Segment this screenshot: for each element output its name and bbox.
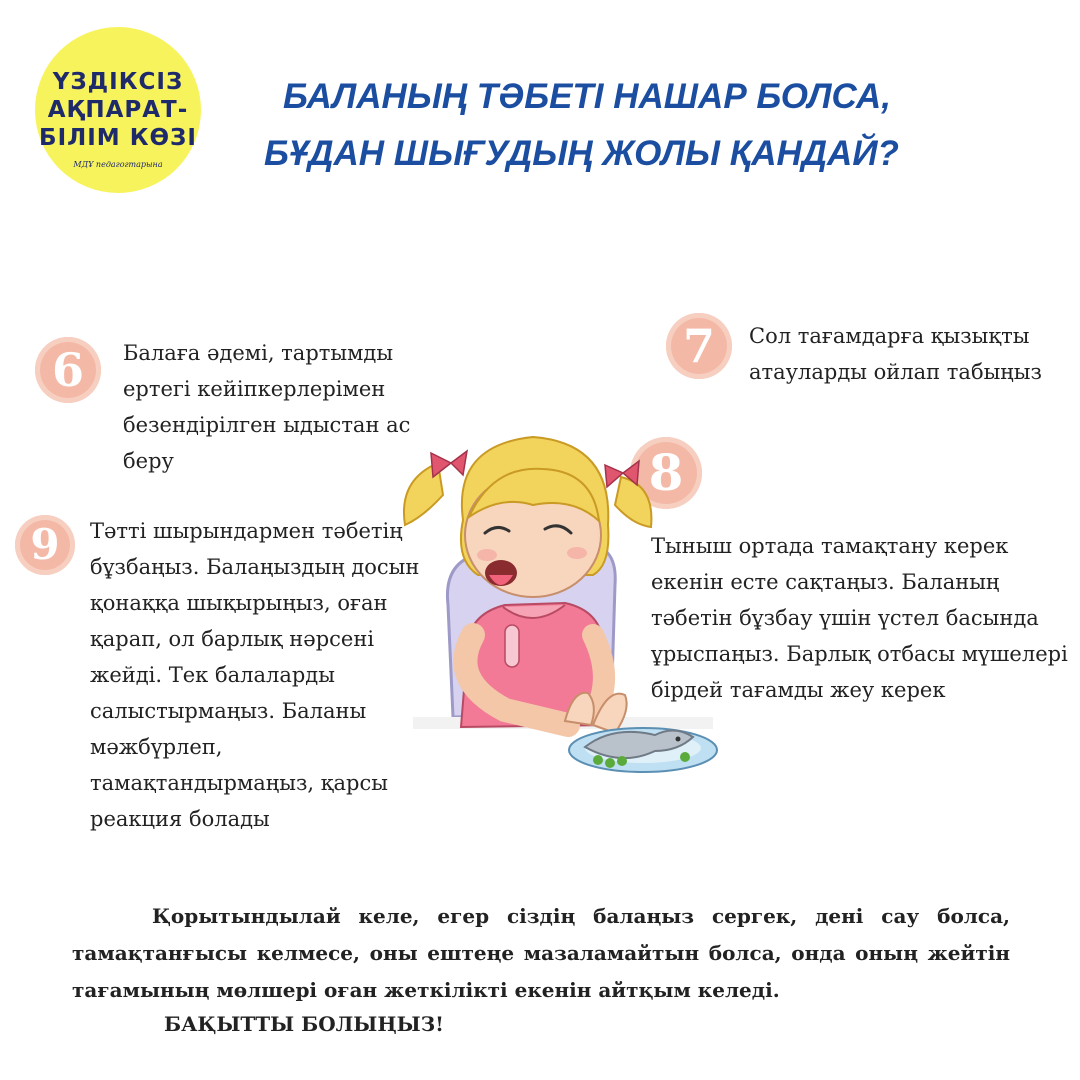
logo-subtitle: МДҰ педагогтарына [73,160,163,169]
tip-6-text: Балаға әдемі, тартымды ертегі кейіпкерлерімен безендірілген ыдыстан ас беру [123,341,411,473]
logo-badge [35,27,201,193]
tip-9-text: Тәтті шырындармен тәбетің бұзбаңыз. Балаңыздың досын қонаққа шықырыңыз, оған қарап, ол барлық нәрсені жейді. Тек балаларды салыстырмаңыз. Баланы мәжбүрлеп, тамақтандырмаңыз, қарсы реакция болады [90,519,420,831]
girl-refusing-food-illustration [393,425,733,780]
title-line-1: БАЛАНЫҢ ТӘБЕТІ НАШАР БОЛСА, [283,77,891,116]
tip-9-number-badge: 9 [15,515,75,575]
conclusion-paragraph [72,898,1010,1009]
tip-8-number-badge: 8 [630,437,702,509]
closing-wish: БАҚЫТТЫ БОЛЫҢЫЗ! [164,1012,444,1036]
conclusion-text: Қорытындылай келе, егер сіздің балаңыз сергек, дені сау болса, тамақтанғысы келмесе, оны ештеңе мазаламайтын болса, онда оның жейтін тағамының мөлшері оған жеткілікті екенін айтқым келеді. [72,904,1010,1002]
tip-8-text: Тыныш ортада тамақтану керек екенін есте сақтаңыз. Баланың тәбетін бұзбау үшін үстел басында ұрыспаңыз. Барлық отбасы мүшелері бірдей тағамды жеу керек [651,534,1068,702]
logo-line-3: БІЛІМ КӨЗІ [39,125,197,151]
logo-line-2: АҚПАРАТ- [47,97,189,123]
logo-line-1: ҮЗДІКСІЗ [52,69,184,95]
tip-6-number-badge: 6 [35,337,101,403]
title-line-2: БҰДАН ШЫҒУДЫҢ ЖОЛЫ ҚАНДАЙ? [264,134,899,173]
tip-7-text: Сол тағамдарға қызықты атауларды ойлап табыңыз [749,324,1042,384]
tip-7-number-badge: 7 [666,313,732,379]
